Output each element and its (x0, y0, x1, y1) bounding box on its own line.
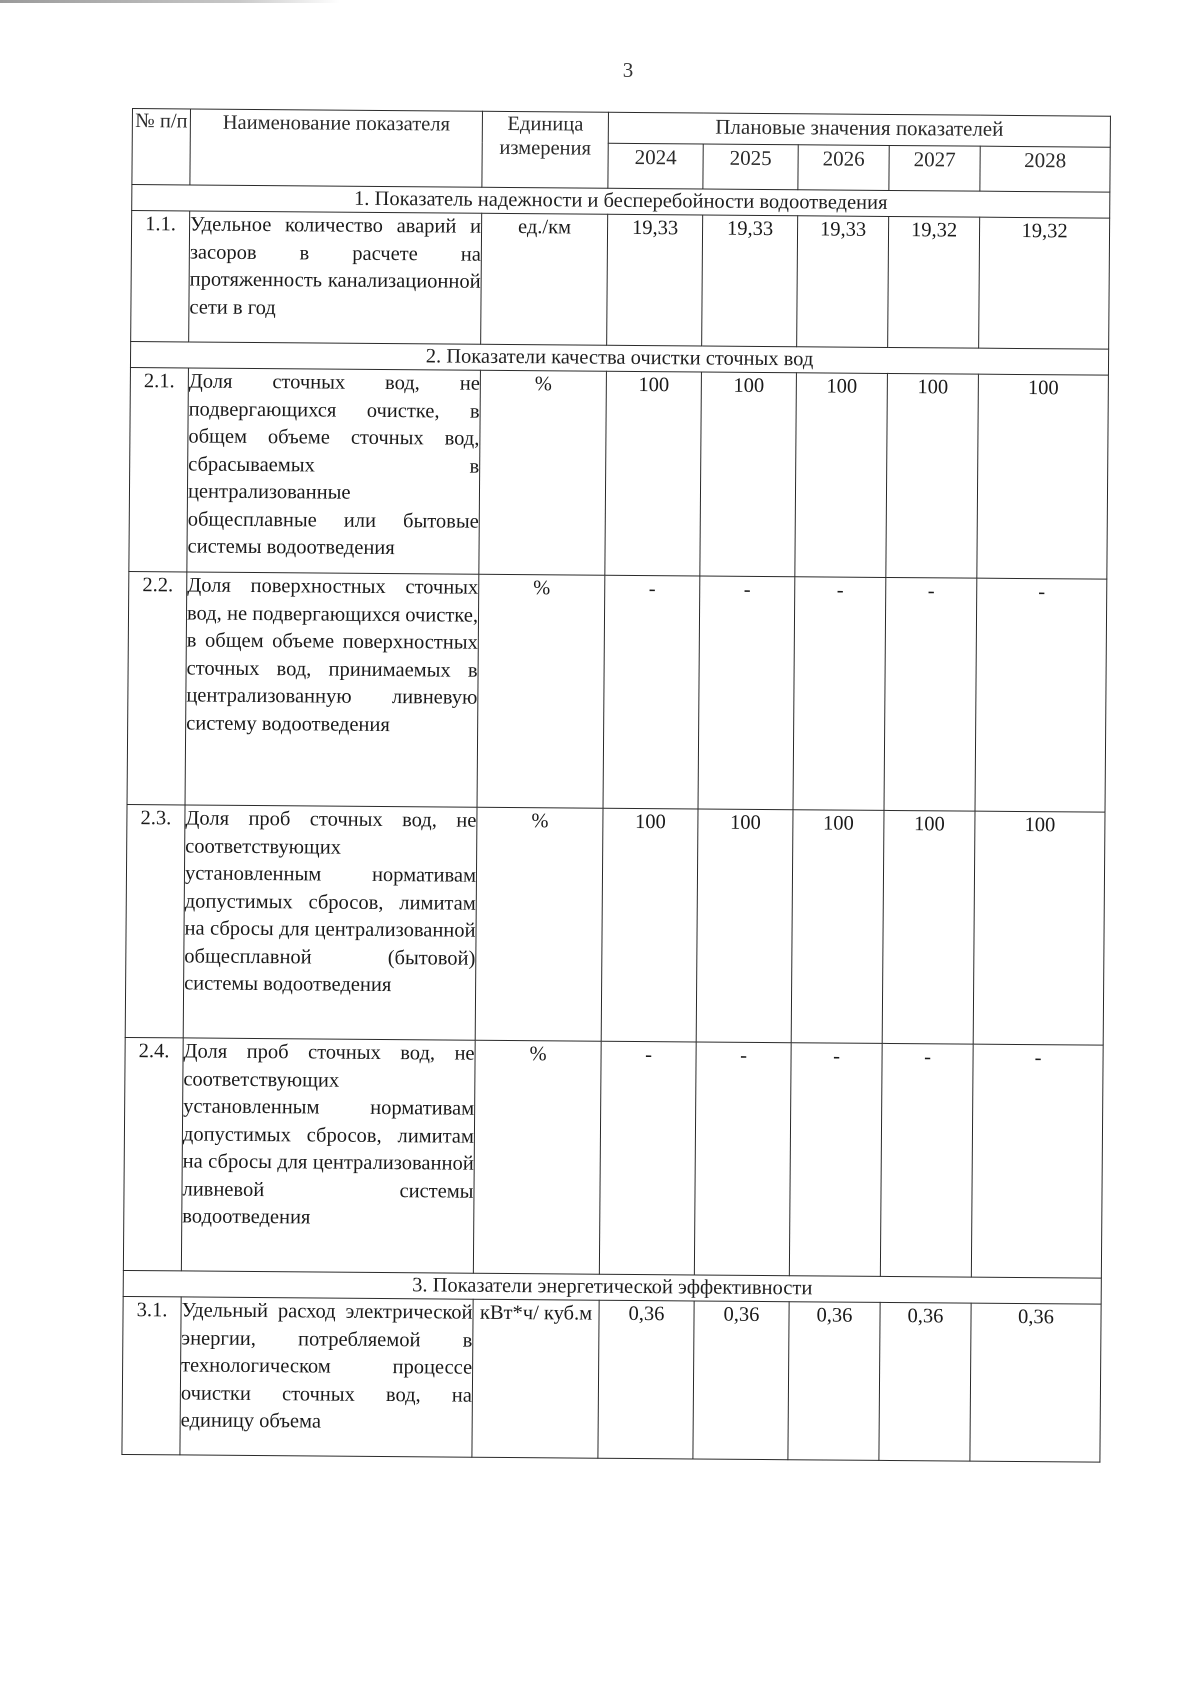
scan-edge-mark (0, 0, 340, 3)
page-number: 3 (622, 58, 634, 82)
value-2028: 0,36 (970, 1303, 1101, 1462)
value-2027: 100 (886, 373, 979, 578)
value-2028: 100 (973, 811, 1105, 1045)
value-2028: 100 (977, 374, 1109, 579)
value-2026: - (789, 1043, 882, 1277)
row-number: 2.2. (127, 571, 187, 804)
table-row (125, 804, 1105, 1045)
value-2028: 19,32 (979, 217, 1110, 349)
value-2024: - (603, 575, 700, 809)
table-row (127, 571, 1107, 812)
value-2026: 100 (791, 810, 884, 1044)
indicators-table (121, 108, 1111, 1463)
row-number: 3.1. (122, 1296, 181, 1454)
value-2025: - (698, 576, 795, 810)
value-2025: 100 (700, 372, 797, 577)
table-row (123, 1037, 1103, 1278)
header-year-2026: 2026 (798, 145, 889, 191)
indicator-unit: % (475, 807, 603, 1041)
row-number: 2.3. (125, 804, 185, 1037)
value-2024: - (599, 1041, 696, 1275)
value-2028: - (975, 578, 1107, 812)
value-2025: 19,33 (702, 215, 798, 347)
header-year-2024: 2024 (608, 143, 703, 189)
row-number: 2.1. (129, 367, 189, 571)
value-2026: 0,36 (788, 1302, 880, 1461)
section-title-treatment-quality: 2. Показатели качества очистки сточных вод (130, 341, 1108, 375)
header-year-2028: 2028 (980, 146, 1110, 192)
value-2024: 0,36 (598, 1300, 694, 1459)
value-2027: - (880, 1043, 973, 1277)
value-2026: 19,33 (797, 216, 889, 348)
value-2024: 100 (601, 808, 698, 1042)
indicator-unit: % (477, 574, 605, 808)
value-2027: - (884, 577, 977, 811)
table-row (131, 211, 1110, 350)
value-2026: - (793, 577, 886, 811)
header-indicator-name: Наименование показателя (190, 109, 483, 187)
value-2024: 19,33 (607, 214, 703, 346)
indicator-unit: % (479, 370, 607, 575)
row-number: 2.4. (123, 1037, 183, 1270)
value-2024: 100 (605, 371, 702, 576)
row-number: 1.1. (131, 211, 190, 342)
value-2028: - (971, 1044, 1103, 1278)
value-2025: - (694, 1042, 791, 1276)
section-title-reliability: 1. Показатель надежности и бесперебойности водоотведения (132, 185, 1110, 219)
header-planned-values: Плановые значения показателей (608, 112, 1110, 147)
indicator-name: Доля сточных вод, не подвергающихся очистке, в общем объеме сточных вод, сбрасываемых в централизованные общесплавные или бытовые системы водоотведения (187, 368, 481, 574)
indicator-name: Доля проб сточных вод, не соответствующих установленным нормативам допустимых сбросов, лимитам на сбросы для централизованной ливневой системы водоотведения (181, 1038, 475, 1273)
header-number: № п/п (132, 109, 191, 185)
indicator-unit: % (473, 1040, 601, 1274)
value-2027: 100 (882, 810, 975, 1044)
value-2025: 0,36 (693, 1301, 789, 1460)
header-year-2027: 2027 (889, 145, 980, 191)
indicator-name: Доля проб сточных вод, не соответствующих установленным нормативам допустимых сбросов, лимитам на сбросы для централизованной общесплавной (бытовой) системы водоотведения (183, 805, 477, 1040)
value-2027: 0,36 (879, 1302, 971, 1461)
indicator-unit: ед./км (481, 213, 608, 345)
header-year-2025: 2025 (703, 144, 798, 190)
value-2027: 19,32 (888, 216, 980, 348)
header-unit: Единица измерения (482, 111, 609, 188)
indicator-name: Удельный расход электрической энергии, потребляемой в технологическом процессе очистки сточных вод, на единицу объема (180, 1297, 473, 1457)
indicator-name: Удельное количество аварий и засоров в расчете на протяженность канализационной сети в год (189, 211, 482, 344)
indicator-name: Доля поверхностных сточных вод, не подвергающихся очистке, в общем объеме поверхностных сточных вод, принимаемых в централизованную ливневую систему водоотведения (185, 572, 479, 807)
section-title-energy-efficiency: 3. Показатели энергетической эффективности (123, 1270, 1101, 1304)
indicator-unit: кВт*ч/ куб.м (472, 1299, 599, 1458)
value-2025: 100 (696, 809, 793, 1043)
table-row (129, 367, 1109, 579)
table-row (122, 1296, 1101, 1462)
indicators-table-wrapper (121, 108, 1110, 1463)
value-2026: 100 (795, 373, 888, 578)
